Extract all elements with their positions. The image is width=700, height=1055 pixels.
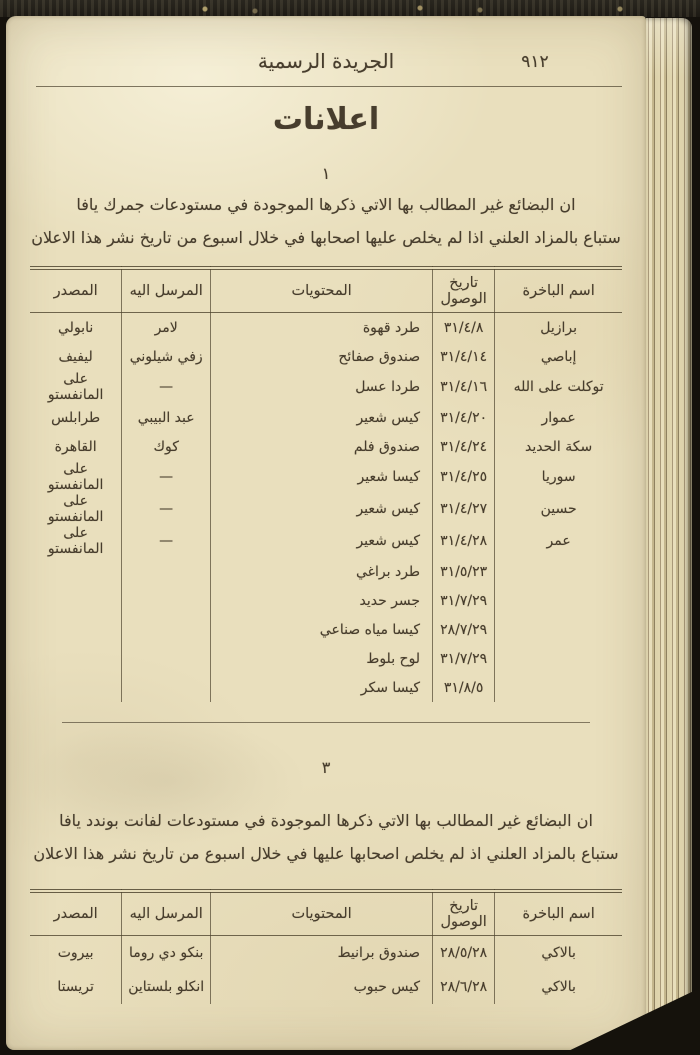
cell-origin: ليفيف — [58, 348, 93, 365]
cell-contents: طردا عسل — [211, 371, 433, 403]
cell-consignee: — — [122, 493, 211, 525]
cell-arrival: ٣١/٨/٥ — [433, 673, 495, 702]
table-row — [30, 615, 622, 644]
cargo-table-1-wrap — [30, 266, 622, 702]
cell-origin: على المانفستو — [47, 525, 104, 557]
table-header-row — [30, 891, 622, 936]
table-row — [30, 586, 622, 615]
cell-contents: صندوق فلم — [211, 432, 433, 461]
section-number-1: ١ — [321, 164, 331, 183]
table-row — [30, 673, 622, 702]
cell-contents: كيسا شعير — [211, 461, 433, 493]
col-header-ship: اسم الباخرة — [495, 891, 622, 936]
cell-contents: كيس شعير — [211, 403, 433, 432]
cell-consignee: — — [122, 371, 211, 403]
col-header-origin: المصدر — [30, 268, 122, 313]
cell-origin: نابولي — [58, 319, 94, 336]
cell-arrival: ٣١/٤/٢٠ — [433, 403, 495, 432]
cell-ship — [495, 615, 622, 644]
cell-origin — [30, 586, 122, 615]
cell-consignee: بنكو دي روما — [122, 936, 211, 971]
cell-contents: جسر حديد — [211, 586, 433, 615]
col-header-consignee: المرسل اليه — [122, 268, 211, 313]
cell-ship: إباصي — [495, 342, 622, 371]
cell-ship: بالاكي — [495, 936, 622, 971]
intro-line: ان البضائع غير المطالب بها الاتي ذكرها الموجودة في مستودعات لفانت بوندد يافا — [59, 811, 593, 830]
col-header-consignee: المرسل اليه — [122, 891, 211, 936]
cell-arrival: ٣١/٤/٢٨ — [433, 525, 495, 557]
cell-ship — [495, 644, 622, 673]
cell-ship — [495, 557, 622, 586]
cell-arrival: ٢٨/٥/٢٨ — [433, 936, 495, 971]
cell-origin: على المانفستو — [47, 493, 104, 525]
cell-origin — [30, 644, 122, 673]
cell-contents: كيس حبوب — [211, 970, 433, 1004]
announcements-title: اعلانات — [272, 102, 380, 137]
cell-origin: على المانفستو — [47, 371, 104, 403]
table-row — [30, 432, 622, 461]
cell-arrival: ٣١/٧/٢٩ — [433, 586, 495, 615]
cell-arrival: ٣١/٤/٢٥ — [433, 461, 495, 493]
table-header-row — [30, 268, 622, 313]
section-3-intro — [28, 804, 624, 870]
cell-ship: حسين — [495, 493, 622, 525]
journal-title: الجريدة الرسمية — [257, 49, 395, 73]
table-row — [30, 970, 622, 1004]
col-header-ship: اسم الباخرة — [495, 268, 622, 313]
cell-arrival: ٣١/٧/٢٩ — [433, 644, 495, 673]
cell-contents: صندوق برانيط — [211, 936, 433, 971]
cell-contents: طرد براغي — [211, 557, 433, 586]
col-header-contents: المحتويات — [211, 891, 433, 936]
cell-consignee — [122, 586, 211, 615]
table-row — [30, 461, 622, 493]
cell-origin — [30, 615, 122, 644]
cell-origin — [30, 557, 122, 586]
table-row — [30, 644, 622, 673]
col-header-contents: المحتويات — [211, 268, 433, 313]
cell-consignee — [122, 644, 211, 673]
cell-arrival: ٢٨/٦/٢٨ — [433, 970, 495, 1004]
table-row — [30, 493, 622, 525]
table-row — [30, 557, 622, 586]
cell-arrival: ٣١/٤/١٦ — [433, 371, 495, 403]
page-content — [6, 16, 646, 1050]
cell-consignee: كوك — [122, 432, 211, 461]
cell-origin: على المانفستو — [47, 461, 104, 493]
cell-contents: كيسا مياه صناعي — [211, 615, 433, 644]
cell-origin: تريستا — [57, 979, 94, 995]
table-row — [30, 525, 622, 557]
cell-ship: سوريا — [495, 461, 622, 493]
page-number: ٩١٢ — [521, 52, 549, 72]
cargo-table-2 — [30, 889, 622, 1004]
cargo-table-2-wrap — [30, 889, 622, 1004]
table-row — [30, 313, 622, 343]
table-row — [30, 342, 622, 371]
table-row — [30, 371, 622, 403]
section-divider — [62, 722, 590, 723]
book-binding-top — [0, 0, 700, 17]
cell-arrival: ٣١/٥/٢٣ — [433, 557, 495, 586]
cell-contents: لوح بلوط — [211, 644, 433, 673]
cell-consignee: عبد البيبي — [122, 403, 211, 432]
cell-origin — [30, 673, 122, 702]
cell-consignee — [122, 673, 211, 702]
cell-contents: طرد قهوة — [211, 313, 433, 343]
header-rule — [36, 86, 622, 87]
cargo-table-1 — [30, 266, 622, 702]
cell-ship: توكلت على الله — [495, 371, 622, 403]
section-number-3: ٣ — [321, 758, 331, 777]
cell-arrival: ٣١/٤/٨ — [433, 313, 495, 343]
cell-ship — [495, 586, 622, 615]
table-row — [30, 936, 622, 971]
scanned-page — [6, 16, 646, 1050]
page-edge-stack — [646, 18, 692, 1026]
cell-arrival: ٣١/٤/٢٧ — [433, 493, 495, 525]
cell-ship — [495, 673, 622, 702]
cell-consignee: — — [122, 461, 211, 493]
cell-contents: كيس شعير — [211, 525, 433, 557]
col-header-origin: المصدر — [30, 891, 122, 936]
cell-origin: بيروت — [57, 945, 94, 961]
col-header-arrival: تاريخ الوصول — [433, 268, 495, 313]
cell-ship: برازيل — [495, 313, 622, 343]
cell-ship: سكة الحديد — [495, 432, 622, 461]
cell-consignee: انكلو بلستاين — [122, 970, 211, 1004]
cell-consignee: — — [122, 525, 211, 557]
table-row — [30, 403, 622, 432]
cell-origin: القاهرة — [54, 438, 97, 455]
cell-consignee — [122, 557, 211, 586]
intro-line: ستباع بالمزاد العلني اذ لم يخلص اصحابها عليها في خلال اسبوع من تاريخ نشر هذا الاعلان — [33, 844, 619, 863]
cell-contents: كيس شعير — [211, 493, 433, 525]
cell-ship: بالاكي — [495, 970, 622, 1004]
cell-origin: طرابلس — [51, 409, 101, 426]
section-1-intro — [28, 188, 624, 254]
cell-contents: كيسا سكر — [211, 673, 433, 702]
cell-consignee — [122, 615, 211, 644]
cell-arrival: ٣١/٤/١٤ — [433, 342, 495, 371]
cell-ship: عموار — [495, 403, 622, 432]
cell-consignee: لامر — [122, 313, 211, 343]
intro-line: ستباع بالمزاد العلني اذا لم يخلص عليها اصحابها في خلال اسبوع من تاريخ نشر هذا الاعلان — [31, 228, 621, 247]
col-header-arrival: تاريخ الوصول — [433, 891, 495, 936]
cell-arrival: ٣١/٤/٢٤ — [433, 432, 495, 461]
cell-contents: صندوق صفائح — [211, 342, 433, 371]
cell-ship: عمر — [495, 525, 622, 557]
cell-consignee: زفي شيلوني — [122, 342, 211, 371]
intro-line: ان البضائع غير المطالب بها الاتي ذكرها الموجودة في مستودعات جمرك يافا — [76, 195, 576, 214]
cell-arrival: ٢٨/٧/٢٩ — [433, 615, 495, 644]
